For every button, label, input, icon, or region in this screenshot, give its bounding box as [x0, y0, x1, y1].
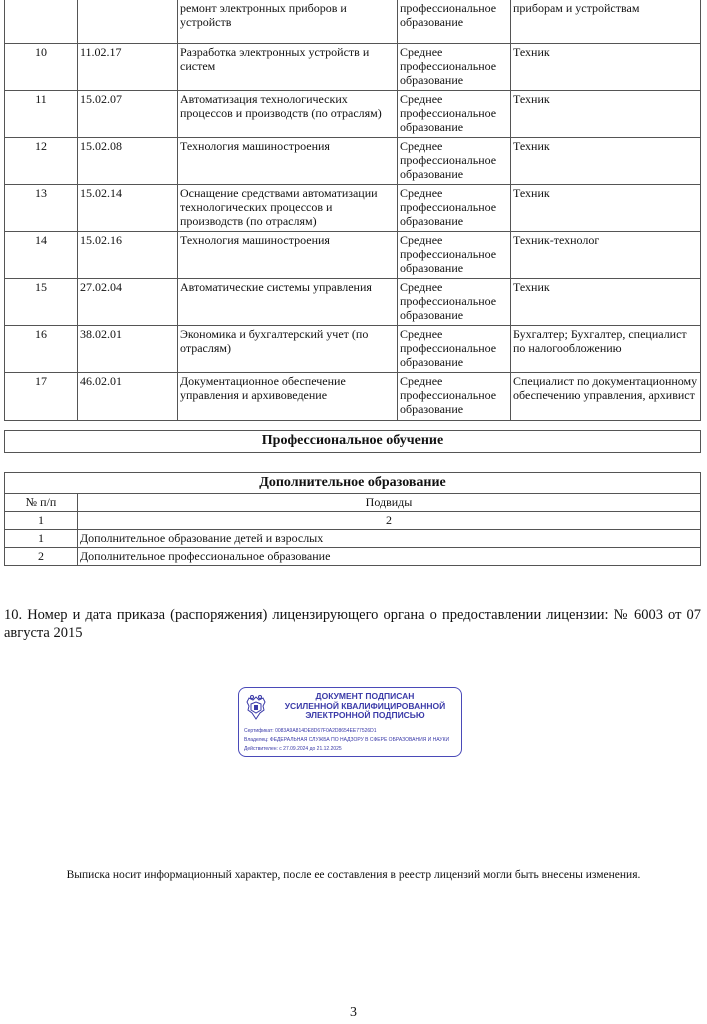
table-row	[5, 548, 701, 566]
qualification: приборам и устройствам	[511, 0, 701, 44]
education-level: Среднее профессиональное образование	[398, 185, 511, 232]
education-level: Среднее профессиональное образование	[398, 373, 511, 421]
specialty-code	[78, 0, 178, 44]
specialty-code: 15.02.16	[78, 232, 178, 279]
row-number: 16	[5, 326, 78, 373]
row-number	[5, 0, 78, 44]
table-row	[5, 279, 701, 326]
row-number: 10	[5, 44, 78, 91]
education-level: Среднее профессиональное образование	[398, 232, 511, 279]
qualification: Бухгалтер; Бухгалтер, специалист по налогообложению	[511, 326, 701, 373]
specialty-code: 11.02.17	[78, 44, 178, 91]
stamp-title	[271, 692, 459, 721]
specialty-name: Технология машиностроения	[178, 138, 398, 185]
qualification: Специалист по документационному обеспечению управления, архивист	[511, 373, 701, 421]
index-num: 1	[5, 512, 78, 530]
row-subtype: Дополнительное профессиональное образование	[78, 548, 701, 566]
specialty-code: 15.02.14	[78, 185, 178, 232]
education-level: профессиональное образование	[398, 0, 511, 44]
education-level: Среднее профессиональное образование	[398, 279, 511, 326]
stamp-title-line: ЭЛЕКТРОННОЙ ПОДПИСЬЮ	[305, 710, 425, 720]
specialty-name: ремонт электронных приборов и устройств	[178, 0, 398, 44]
qualification: Техник	[511, 138, 701, 185]
row-num: 2	[5, 548, 78, 566]
table-row	[5, 326, 701, 373]
specialty-name: Оснащение средствами автоматизации технологических процессов и производств (по отраслям)	[178, 185, 398, 232]
additional-education-title: Дополнительное образование	[5, 473, 701, 494]
row-number: 14	[5, 232, 78, 279]
index-row	[5, 512, 701, 530]
table-row	[5, 530, 701, 548]
header-num: № п/п	[5, 494, 78, 512]
specialty-name: Технология машиностроения	[178, 232, 398, 279]
specialty-code: 15.02.07	[78, 91, 178, 138]
specialty-code: 38.02.01	[78, 326, 178, 373]
row-number: 17	[5, 373, 78, 421]
table-row	[5, 138, 701, 185]
education-level: Среднее профессиональное образование	[398, 91, 511, 138]
education-level: Среднее профессиональное образование	[398, 138, 511, 185]
specialty-code: 46.02.01	[78, 373, 178, 421]
education-level: Среднее профессиональное образование	[398, 326, 511, 373]
table-row	[5, 91, 701, 138]
stamp-certificate: Сертификат: 0083A9A814DE8D67F0A2D8654EE77526D1	[244, 728, 377, 734]
specialty-code: 15.02.08	[78, 138, 178, 185]
coat-of-arms-icon	[244, 693, 268, 721]
specialties-table	[4, 0, 701, 421]
row-number: 13	[5, 185, 78, 232]
qualification: Техник	[511, 185, 701, 232]
specialty-code: 27.02.04	[78, 279, 178, 326]
row-number: 12	[5, 138, 78, 185]
qualification: Техник	[511, 91, 701, 138]
specialty-name: Автоматизация технологических процессов и производств (по отраслям)	[178, 91, 398, 138]
qualification: Техник-технолог	[511, 232, 701, 279]
row-num: 1	[5, 530, 78, 548]
additional-education-table	[4, 472, 701, 566]
disclaimer-text: Выписка носит информационный характер, после ее составления в реестр лицензий могли быть внесены изменения.	[66, 869, 641, 881]
stamp-title-line: УСИЛЕННОЙ КВАЛИФИЦИРОВАННОЙ	[284, 700, 446, 711]
stamp-owner: Владелец: ФЕДЕРАЛЬНАЯ СЛУЖБА ПО НАДЗОРУ В СФЕРЕ ОБРАЗОВАНИЯ И НАУКИ	[244, 737, 450, 743]
specialty-name: Документационное обеспечение управления и архивоведение	[178, 373, 398, 421]
additional-education-title-row	[5, 473, 701, 494]
table-row	[5, 232, 701, 279]
table-row	[5, 185, 701, 232]
specialty-name: Автоматические системы управления	[178, 279, 398, 326]
specialty-name: Экономика и бухгалтерский учет (по отраслям)	[178, 326, 398, 373]
specialty-name: Разработка электронных устройств и систем	[178, 44, 398, 91]
table-row	[5, 0, 701, 44]
professional-training-title: Профессиональное обучение	[261, 433, 444, 448]
stamp-validity: Действителен: с 27.09.2024 до 21.12.2025	[244, 746, 342, 752]
stamp-title-line: ДОКУМЕНТ ПОДПИСАН	[315, 691, 415, 701]
index-subtypes: 2	[78, 512, 701, 530]
page-number: 3	[350, 1005, 357, 1020]
professional-training-header	[4, 430, 701, 453]
education-level: Среднее профессиональное образование	[398, 44, 511, 91]
table-row	[5, 373, 701, 421]
qualification: Техник	[511, 279, 701, 326]
row-subtype: Дополнительное образование детей и взрослых	[78, 530, 701, 548]
stamp-meta	[244, 727, 459, 754]
header-row	[5, 494, 701, 512]
qualification: Техник	[511, 44, 701, 91]
license-order-text: 10. Номер и дата приказа (распоряжения) лицензирующего органа о предоставлении лицензии: № 6003 от 07 августа 2015	[4, 607, 701, 641]
electronic-signature-stamp	[238, 687, 462, 757]
row-number: 11	[5, 91, 78, 138]
row-number: 15	[5, 279, 78, 326]
header-subtypes: Подвиды	[78, 494, 701, 512]
table-row	[5, 44, 701, 91]
